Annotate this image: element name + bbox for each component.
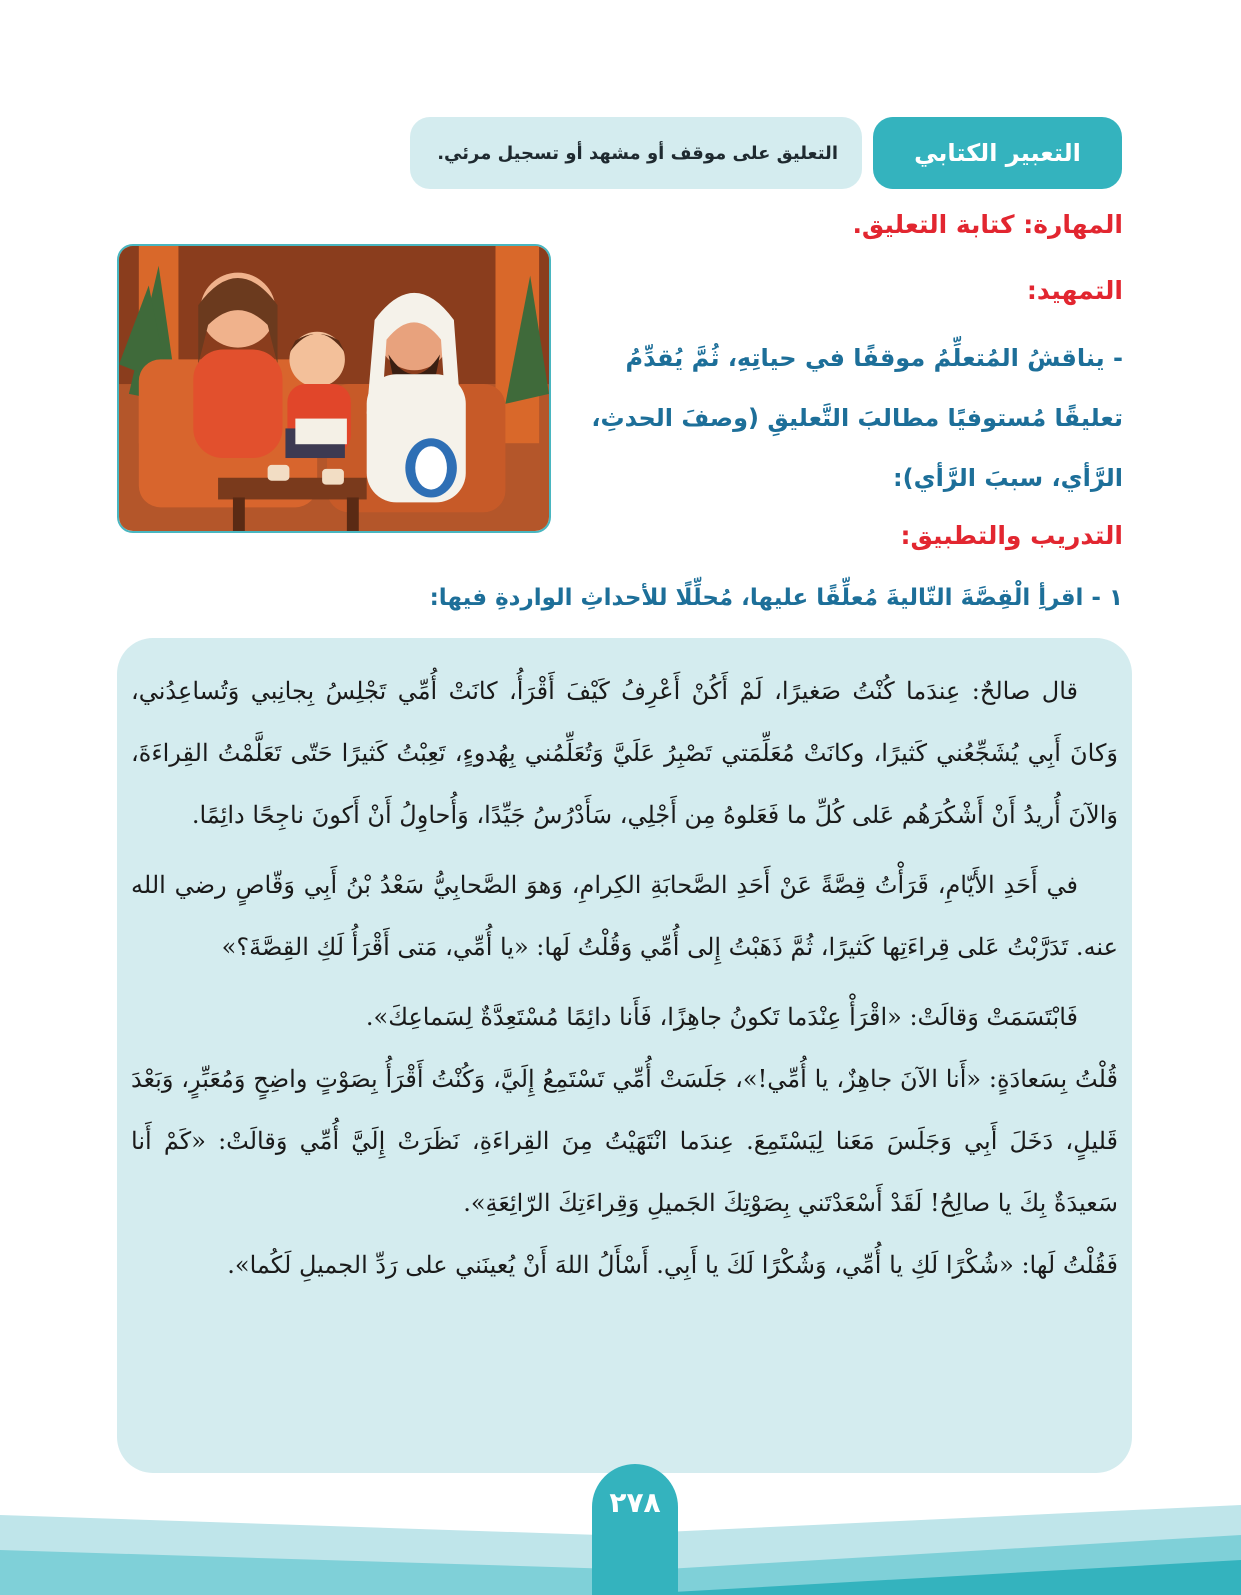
- story-paragraph-1: قال صالحٌ: عِندَما كُنْتُ صَغيرًا، لَمْ أَكُنْ أَعْرِفُ كَيْفَ أَقْرَأُ، كانَتْ أُمِّي تَجْلِسُ بِجانِبي وَتُساعِدُني، وَكانَ أَبِي يُشَجِّعُني كَثيرًا، وكانَتْ مُعَلِّمَتي تَصْبِرُ عَلَيَّ وَتُعَلِّمُني بِهُدوءٍ، تَعِبْتُ كَثيرًا حَتّى تَعَلَّمْتُ القِراءَةَ، وَالآنَ أُريدُ أَنْ أَشْكُرَهُم عَلى كُلِّ ما فَعَلوهُ مِن أَجْلِي، سَأَدْرُسُ جَيِّدًا، وَأُحاوِلُ أَنْ أَكونَ ناجِحًا دائِمًا.: [131, 677, 1118, 829]
- intro-text: - يناقشُ المُتعلِّمُ موقفًا في حياتِهِ، ثُمَّ يُقدِّمُ تعليقًا مُستوفيًا مطالبَ التَّعليقِ (وصفَ الحدثِ، الرَّأي، سببَ الرَّأي):: [591, 344, 1123, 492]
- story-paragraph-4: قُلْتُ بِسَعادَةٍ: «أَنا الآنَ جاهِزٌ، يا أُمِّي!»، جَلَسَتْ أُمِّي تَسْتَمِعُ إِلَيَّ، وَكُنْتُ أَقْرَأُ بِصَوْتٍ واضِحٍ وَمُعَبِّرٍ، وَبَعْدَ قَليلٍ، دَخَلَ أَبِي وَجَلَسَ مَعَنا لِيَسْتَمِعَ. عِندَما انْتَهَيْتُ مِنَ القِراءَةِ، نَظَرَتْ إِلَيَّ أُمِّي وَقالَتْ: «كَمْ أَنا سَعيدَةٌ بِكَ يا صالِحُ! لَقَدْ أَسْعَدْتَني بِصَوْتِكَ الجَميلِ وَقِراءَتِكَ الرّائِعَةِ».: [131, 1065, 1118, 1217]
- intro-heading: التمهيد:: [1026, 276, 1123, 305]
- question-1: ١ - اقرأِ الْقِصَّةَ التّاليةَ مُعلِّقًا عليها، مُحلِّلًا للأحداثِ الواردةِ فيها:: [429, 585, 1123, 611]
- practice-heading: التدريب والتطبيق:: [900, 521, 1123, 550]
- section-description: التعليق على موقف أو مشهد أو تسجيل مرئي.: [410, 117, 862, 189]
- family-reading-illustration: [117, 244, 551, 533]
- page-number: ٢٧٨: [592, 1464, 678, 1595]
- story-box: [117, 638, 1132, 1473]
- story-paragraph-3: فَابْتَسَمَتْ وَقالَتْ: «اقْرَأْ عِنْدَما تَكونُ جاهِزًا، فَأَنا دائِمًا مُسْتَعِدَّةٌ لِسَماعِكَ».: [365, 1003, 1078, 1031]
- section-badge: التعبير الكتابي: [873, 117, 1122, 189]
- skill-heading: المهارة: كتابة التعليق.: [852, 210, 1123, 239]
- story-paragraph-2: في أَحَدِ الأَيّامِ، قَرَأْتُ قِصَّةً عَنْ أَحَدِ الصَّحابَةِ الكِرامِ، وَهوَ الصَّحابِيُّ سَعْدُ بْنُ أَبِي وَقّاصٍ رضي الله عنه. تَدَرَّبْتُ عَلى قِراءَتِها كَثيرًا، ثُمَّ ذَهَبْتُ إِلى أُمِّي وَقُلْتُ لَها: «يا أُمِّي، مَتى أَقْرَأُ لَكِ القِصَّةَ؟»: [131, 871, 1118, 961]
- story-paragraph-5: فَقُلْتُ لَها: «شُكْرًا لَكِ يا أُمِّي، وَشُكْرًا لَكَ يا أَبِي. أَسْأَلُ اللهَ أَنْ يُعينَني على رَدِّ الجميلِ لَكُما».: [227, 1251, 1118, 1279]
